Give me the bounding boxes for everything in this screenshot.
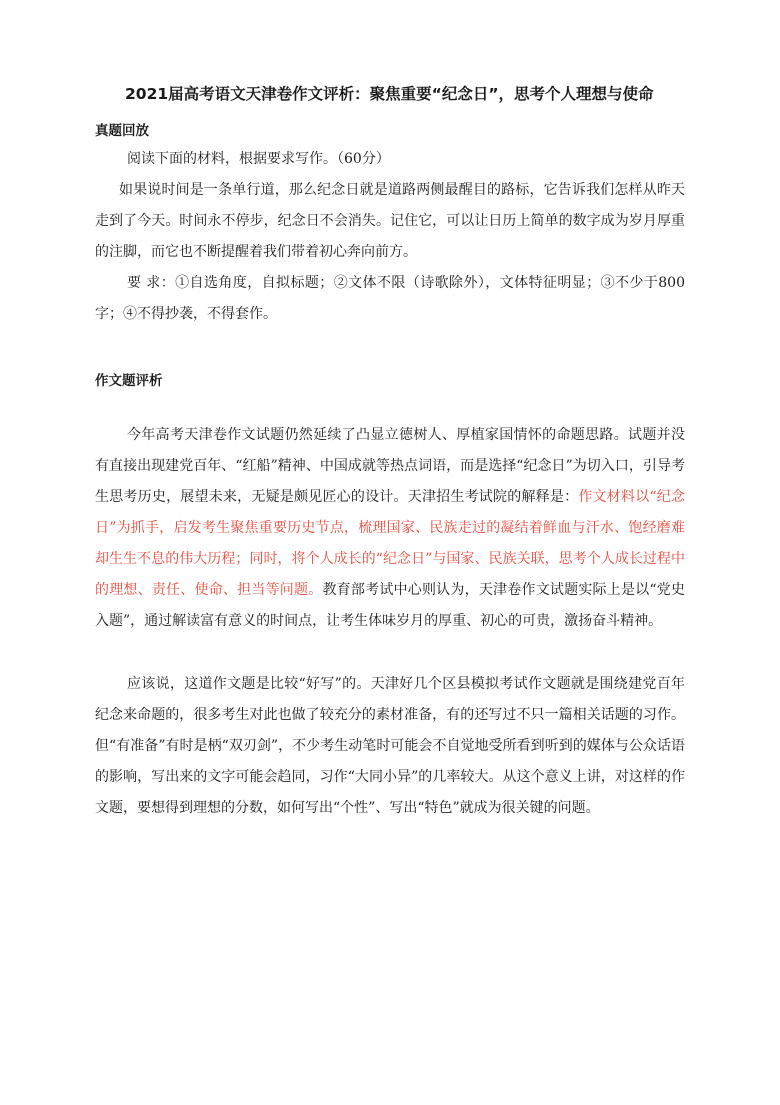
analysis-paragraph-1	[95, 420, 685, 637]
analysis-text-part2: 教育部考试中心则认为，天津卷作文试题实际上是以“党史入题”，通过解读富有意义的时间点，让考生体味岁月的厚重、初心的可贵，激扬奋斗精神。	[95, 582, 686, 629]
analysis-paragraph-2: 应该说，这道作文题是比较“好写”的。天津好几个区县模拟考试作文题就是围绕建党百年纪念来命题的，很多考生对此也做了较充分的素材准备，有的还写过不只一篇相关话题的习作。但“有准备”有时是柄“双刃剑”，不少考生动笔时可能会不自觉地受所看到听到的媒体与公众话语的影响，写出来的文字可能会趋同，习作“大同小异”的几率较大。从这个意义上讲，对这样的作文题，要想得到理想的分数，如何写出“个性”、写出“特色”就成为很关键的问题。	[95, 676, 685, 816]
analysis-text-part1: 今年高考天津卷作文试题仍然延续了凸显立德树人、厚植家国情怀的命题思路。试题并没有直接出现建党百年、“红船”精神、中国成就等热点词语，而是选择“纪念日”为切入口，引导考生思考历史，展望未来，无疑是颇见匠心的设计。天津招生考试院的解释是：	[95, 427, 685, 505]
instruction-paragraph: 阅读下面的材料，根据要求写作。（60分）	[127, 151, 390, 167]
document-page	[95, 78, 685, 824]
section-heading-question: 真题回放	[95, 123, 149, 139]
document-title: 2021届高考语文天津卷作文评析：聚焦重要“纪念日”，思考个人理想与使命	[125, 85, 654, 103]
material-paragraph: 如果说时间是一条单行道，那么纪念日就是道路两侧最醒目的路标，它告诉我们怎样从昨天走到了今天。时间永不停步，纪念日不会消失。记住它，可以让日历上简单的数字成为岁月厚重的注脚，而它也不断提醒着我们带着初心奔向前方。	[95, 182, 685, 260]
requirements-paragraph: 要 求：①自选角度，自拟标题；②文体不限（诗歌除外），文体特征明显；③不少于800字；④不得抄袭，不得套作。	[95, 275, 685, 322]
analysis-highlight-quote: 作文材料以“纪念日”为抓手，启发考生聚焦重要历史节点，梳理国家、民族走过的凝结着鲜血与汗水、饱经磨难却生生不息的伟大历程；同时，将个人成长的“纪念日”与国家、民族关联，思考个人成长过程中的理想、责任、使命、担当等问题。	[95, 489, 685, 598]
section-heading-analysis: 作文题评析	[95, 373, 163, 389]
